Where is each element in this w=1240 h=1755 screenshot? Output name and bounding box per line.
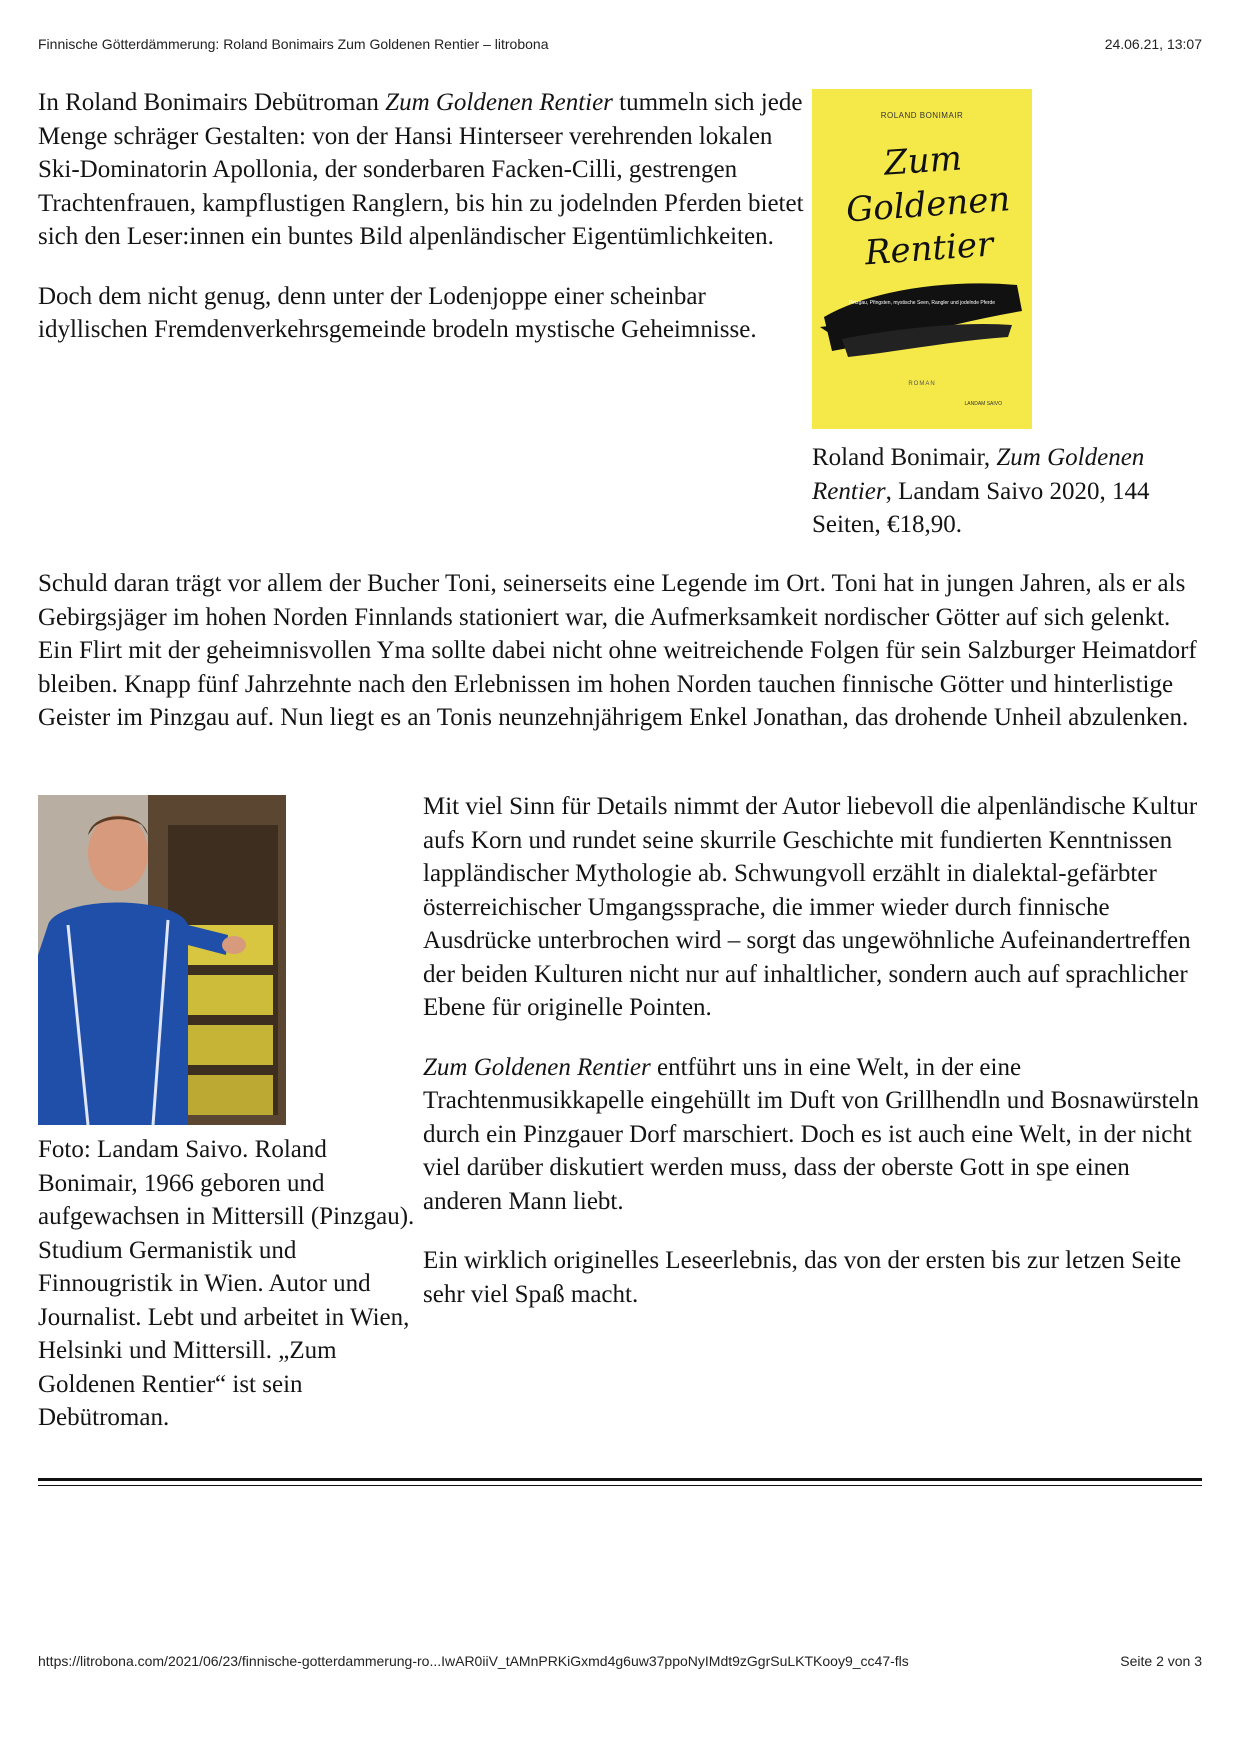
caption-text: , Landam Saivo 2020, 144 Seiten, €18,90.: [812, 477, 1150, 538]
author-photo-caption: Foto: Landam Saivo. Roland Bonimair, 1966 geboren und aufgewachsen in Mittersill (Pinzgau). Studium Germanistik und Finnougristik in Wien. Autor und Journalist. Lebt und arbeitet in Wien, Helsinki und Mittersill. „Zum Goldenen Rentier“ ist sein Debütroman.: [38, 1136, 415, 1431]
author-photo: [38, 795, 286, 1125]
cover-publisher-logo: LANDAM SAIVO: [964, 401, 1002, 407]
review-paragraph-2: [423, 1051, 1213, 1219]
divider-thin: [38, 1485, 1202, 1486]
intro-paragraph-2: Doch dem nicht genug, denn unter der Lodenjoppe einer scheinbar idyllischen Fremdenverkehrsgemeinde brodeln mystische Geheimnisse.: [38, 282, 757, 343]
cover-author: ROLAND BONIMAIR: [880, 111, 964, 120]
intro-section: [38, 86, 818, 347]
footer-page-number: Seite 2 von 3: [1120, 1653, 1202, 1669]
author-photo-illustration: [38, 795, 286, 1125]
cover-title: Zum Goldenen Rentier: [844, 138, 1012, 274]
intro-text: In Roland Bonimairs Debütroman: [38, 89, 386, 116]
book-title-italic: Zum Goldenen Rentier: [423, 1053, 651, 1081]
review-section: [423, 790, 1213, 1311]
caption-book-title: Zum Goldenen Rentier: [812, 444, 1145, 505]
cover-tagline: Pinzgau, Pfingsten, mystische Seen, Rangler und jodelnde Pferde: [848, 300, 996, 306]
print-footer: [38, 1653, 1202, 1669]
cover-genre: ROMAN: [908, 381, 936, 387]
intro-text: tummeln sich jede Menge schräger Gestalten: von der Hansi Hinterseer verehrenden lokalen Ski-Dominatorin Apollonia, der sonderbaren Facken-Cilli, gestrengen Trachtenfrauen, kampflustigen Ranglern, bis hin zu jodelnden Pferden bietet sich den Leser:innen ein buntes Bild alpenländischer Eigentümlichkeiten.: [38, 89, 804, 250]
header-datetime: 24.06.21, 13:07: [1104, 36, 1202, 52]
review-text: entführt uns in eine Welt, in der eine Trachtenmusikkapelle eingehüllt im Duft von Grillhendln und Bosnawürsteln durch ein Pinzgauer Dorf marschiert. Doch es ist auch eine Welt, in der nicht viel darüber diskutiert werden muss, dass der oberste Gott in spe einen anderen Mann liebt.: [423, 1053, 1200, 1215]
print-header: [38, 36, 1202, 52]
caption-text: Roland Bonimair,: [812, 444, 997, 471]
plot-paragraph: Schuld daran trägt vor allem der Bucher Toni, seinerseits eine Legende im Ort. Toni hat in jungen Jahren, als er als Gebirgsjäger im hohen Norden Finnlands stationiert war, die Aufmerksamkeit nordischer Götter auf sich gelenkt. Ein Flirt mit der geheimnisvollen Yma sollte dabei nicht ohne weitreichende Folgen für sein Salzburger Heimatdorf bleiben. Knapp fünf Jahrzehnte nach den Erlebnissen im hohen Norden tauchen finnische Götter und hinterlistige Geister im Pinzgau auf. Nun liegt es an Tonis neunzehnjährigem Enkel Jonathan, das drohende Unheil abzulenken.: [38, 570, 1197, 731]
intro-paragraph-1: [38, 86, 818, 254]
cover-caption: [812, 441, 1212, 542]
footer-url: https://litrobona.com/2021/06/23/finnische-gotterdammerung-ro...IwAR0iiV_tAMnPRKiGxmd4g6uw37ppoNyIMdt9zGgrSuLKTKooy9_cc47-fls: [38, 1653, 909, 1669]
book-title-italic: Zum Goldenen Rentier: [385, 89, 613, 116]
review-paragraph-3: Ein wirklich originelles Leseerlebnis, das von der ersten bis zur letzen Seite sehr viel Spaß macht.: [423, 1247, 1182, 1308]
brush-stroke: [812, 89, 1032, 429]
header-title: Finnische Götterdämmerung: Roland Bonimairs Zum Goldenen Rentier – litrobona: [38, 36, 549, 52]
book-cover-image: [812, 89, 1032, 429]
review-paragraph-1: Mit viel Sinn für Details nimmt der Autor liebevoll die alpenländische Kultur aufs Korn und rundet seine skurrile Geschichte mit fundierten Kenntnissen lappländischer Mythologie ab. Schwungvoll erzählt in dialektal-gefärbter österreichischer Umgangssprache, die immer wieder durch finnische Ausdrücke unterbrochen wird – sorgt das ungewöhnliche Aufeinandertreffen der beiden Kulturen nicht nur auf inhaltlicher, sondern auch auf sprachlicher Ebene für originelle Pointen.: [423, 793, 1198, 1021]
divider-thick: [38, 1478, 1202, 1481]
